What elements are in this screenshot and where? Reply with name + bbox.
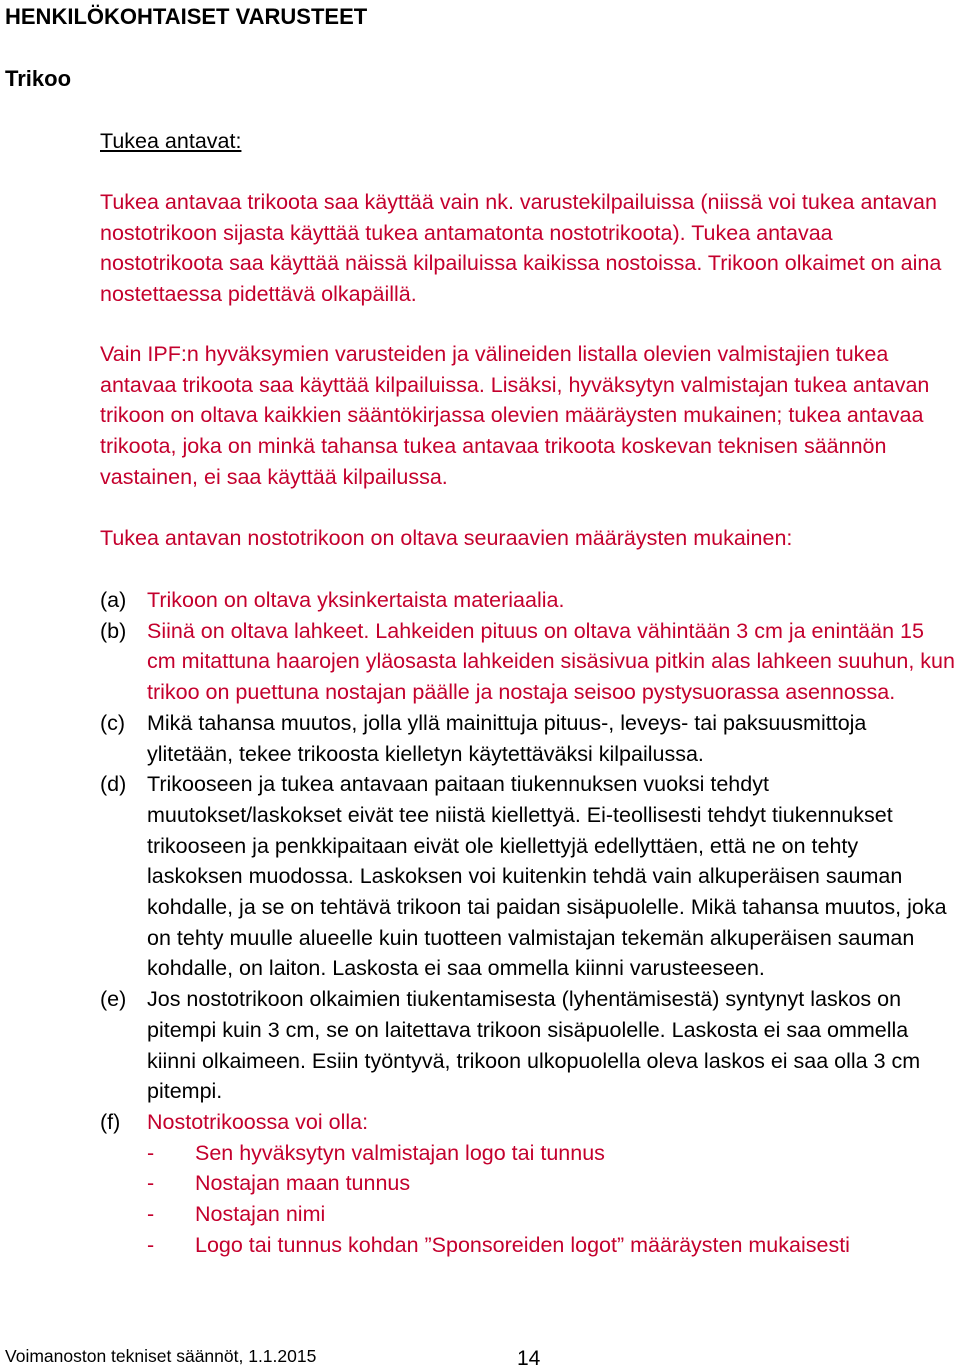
sub-list-item [147, 1168, 958, 1199]
dash-marker: - [147, 1202, 155, 1227]
requirements-list [100, 585, 958, 1260]
sub-list-item [147, 1138, 958, 1169]
dash-marker: - [147, 1140, 155, 1165]
sub-list-item-text: Sen hyväksytyn valmistajan logo tai tunnus [195, 1140, 605, 1165]
list-item-text: Trikooseen ja tukea antavaan paitaan tiukennuksen vuoksi tehdyt muutokset/laskokset eivät tee niistä kiellettyä. Ei-teollisesti tehdyt tiukennukset trikooseen ja penkkipaitaan eivät ole kiellettyjä edellyttäen, että ne on tehty laskoksen muodossa. Laskoksen voi kuitenkin tehdä vain alkuperäisen sauman kohdalle, ja se on tehtävä trikoon tai paidan sisäpuolelle. Mikä tahansa muutos, joka on tehty muulle alueelle kuin tuotteen valmistajan tekemän alkuperäisen sauman kohdalle, on laiton. Laskosta ei saa ommella kiinni varusteeseen. [147, 772, 947, 981]
sub-list [147, 1138, 958, 1261]
dash-marker: - [147, 1171, 155, 1196]
sub-list-item-text: Nostajan maan tunnus [195, 1171, 411, 1196]
sub-list-item-text: Nostajan nimi [195, 1202, 326, 1227]
list-item [100, 769, 958, 984]
list-marker: (a) [100, 588, 127, 612]
list-item [100, 585, 958, 616]
sub-list-item [147, 1230, 958, 1261]
list-item-text: Trikoon on oltava yksinkertaista materiaalia. [147, 588, 565, 612]
list-item [100, 984, 958, 1107]
list-item [100, 1107, 958, 1261]
list-marker: (b) [100, 618, 127, 643]
paragraph-usage: Tukea antavaa trikoota saa käyttää vain nk. varustekilpailuissa (niissä voi tukea antavan nostotrikoon sijasta käyttää tukea antamatonta nostotrikoota). Tukea antavaa nostotrikoota saa käyttää näissä kilpailuissa kaikissa nostoissa. Trikoon olkaimet on aina nostettaessa pidettävä olkapäillä. [100, 190, 942, 307]
tukea-antavat-heading: Tukea antavat: [100, 129, 242, 153]
list-item [100, 616, 958, 708]
page-number: 14 [517, 1347, 541, 1370]
list-item-text: Mikä tahansa muutos, jolla yllä mainittuja pituus-, leveys- tai paksuusmittoja ylitetään, tekee trikoosta kielletyn käytettäväksi kilpailussa. [147, 710, 867, 766]
footer-document-title: Voimanoston tekniset säännöt, 1.1.2015 [5, 1346, 317, 1366]
paragraph-requirements-intro: Tukea antavan nostotrikoon on oltava seuraavien määräysten mukainen: [100, 526, 793, 550]
sub-list-item-text: Logo tai tunnus kohdan ”Sponsoreiden logot” määräysten mukaisesti [195, 1232, 850, 1257]
paragraph-ipf-approval: Vain IPF:n hyväksymien varusteiden ja välineiden listalla olevien valmistajien tukea antavaa trikoota saa käyttää kilpailuissa. Lisäksi, hyväksytyn valmistajan tukea antavan trikoon on oltava kaikkien sääntökirjassa olevien määräysten mukainen; tukea antavaa trikoota, joka on minkä tahansa tukea antavaa trikoota koskevan teknisen säännön vastainen, ei saa käyttää kilpailussa. [100, 342, 930, 489]
section-title: HENKILÖKOHTAISET VARUSTEET [5, 4, 368, 29]
list-item-body [147, 1107, 958, 1261]
list-item-text: Jos nostotrikoon olkaimien tiukentamisesta (lyhentämisestä) syntynyt laskos on pitempi kuin 3 cm, se on laitettava trikoon sisäpuolelle. Laskosta ei saa ommella kiinni olkaimeen. Esiin työntyvä, trikoon ulkopuolella oleva laskos ei saa olla 3 cm pitempi. [147, 987, 921, 1104]
list-item-text: Siinä on oltava lahkeet. Lahkeiden pituus on oltava vähintään 3 cm ja enintään 15 cm mitattuna haarojen yläosasta lahkeiden sisäsivua pitkin alas lahkeen suuhun, kun trikoo on puettuna nostajan päälle ja nostaja seisoo pystysuorassa asennossa. [147, 618, 955, 705]
list-marker: (f) [100, 1109, 121, 1134]
list-item [100, 708, 958, 769]
list-marker: (c) [100, 710, 126, 735]
list-marker: (d) [100, 772, 127, 797]
sub-list-item [147, 1199, 958, 1230]
list-marker: (e) [100, 987, 127, 1012]
dash-marker: - [147, 1232, 155, 1257]
subsection-title: Trikoo [5, 66, 72, 91]
list-item-text: Nostotrikoossa voi olla: [147, 1109, 369, 1134]
